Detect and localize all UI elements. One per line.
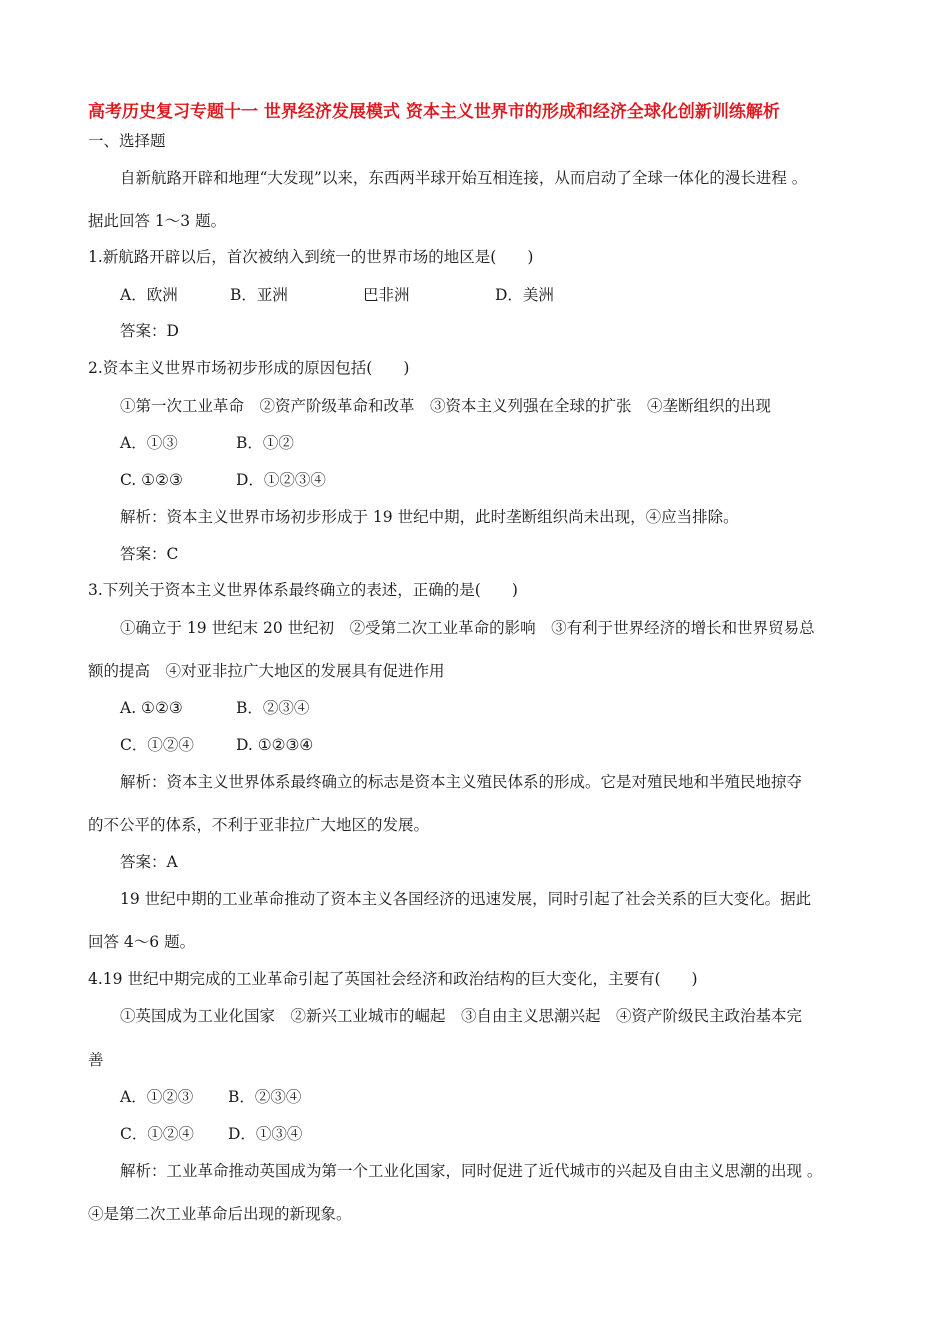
question-3-analysis-line-2: 的不公平的体系，不利于亚非拉广大地区的发展。 [88, 816, 430, 834]
section-heading: 一、选择题 [88, 132, 166, 150]
option-c: C. ①②③ [120, 471, 183, 489]
option-b: B．②③④ [228, 1088, 302, 1106]
option-b: B．亚洲 [230, 286, 288, 304]
intro-paragraph-2-line-2: 回答 4～6 题。 [88, 933, 196, 951]
question-3-answer: 答案：A [120, 853, 178, 871]
question-3-items-line-2: 额的提高 ④对亚非拉广大地区的发展具有促进作用 [88, 662, 445, 680]
option-b: B．②③④ [236, 699, 310, 717]
question-3-analysis-line-1: 解析：资本主义世界体系最终确立的标志是资本主义殖民体系的形成。它是对殖民地和半殖民地掠夺 [120, 773, 803, 791]
question-2-stem: 2.资本主义世界市场初步形成的原因包括( ) [88, 359, 410, 377]
question-3-stem: 3.下列关于资本主义世界体系最终确立的表述，正确的是( ) [88, 581, 518, 599]
intro-paragraph-2-line-1: 19 世纪中期的工业革命推动了资本主义各国经济的迅速发展，同时引起了社会关系的巨大变化。据此 [120, 890, 812, 908]
option-a: A. ①②③ [120, 699, 183, 717]
option-b: B．①② [236, 434, 294, 452]
question-2-items: ①第一次工业革命 ②资产阶级革命和改革 ③资本主义列强在全球的扩张 ④垄断组织的出现 [120, 397, 772, 415]
question-1-answer: 答案：D [120, 322, 179, 340]
intro-paragraph-1-line-2: 据此回答 1～3 题。 [88, 212, 227, 230]
option-a: A．欧洲 [120, 286, 178, 304]
question-2-analysis: 解析：资本主义世界市场初步形成于 19 世纪中期，此时垄断组织尚未出现，④应当排除。 [120, 508, 739, 526]
document-title: 高考历史复习专题十一 世界经济发展模式 资本主义世界市的形成和经济全球化创新训练解析 [88, 102, 780, 122]
option-c: 巴非洲 [363, 286, 410, 304]
option-d: D. ①②③④ [236, 736, 314, 754]
question-4-stem: 4.19 世纪中期完成的工业革命引起了英国社会经济和政治结构的巨大变化，主要有( ) [88, 970, 698, 988]
option-d: D．①②③④ [236, 471, 326, 489]
option-c: C．①②④ [120, 1125, 194, 1143]
option-c: C．①②④ [120, 736, 194, 754]
option-d: D．①③④ [228, 1125, 303, 1143]
question-4-analysis-line-1: 解析：工业革命推动英国成为第一个工业化国家，同时促进了近代城市的兴起及自由主义思潮的出现 。 [120, 1162, 823, 1180]
question-1-stem: 1.新航路开辟以后，首次被纳入到统一的世界市场的地区是( ) [88, 248, 534, 266]
intro-paragraph-1-line-1: 自新航路开辟和地理“大发现”以来，东西两半球开始互相连接，从而启动了全球一体化的漫长进程 。 [120, 169, 808, 187]
question-2-answer: 答案：C [120, 545, 179, 563]
question-4-items-line-1: ①英国成为工业化国家 ②新兴工业城市的崛起 ③自由主义思潮兴起 ④资产阶级民主政治基本完 [120, 1007, 803, 1025]
question-4-analysis-line-2: ④是第二次工业革命后出现的新现象。 [88, 1205, 352, 1223]
question-4-items-line-2: 善 [88, 1051, 104, 1069]
question-3-items-line-1: ①确立于 19 世纪末 20 世纪初 ②受第二次工业革命的影响 ③有利于世界经济的增长和世界贸易总 [120, 619, 815, 637]
option-a: A．①②③ [120, 1088, 194, 1106]
option-a: A．①③ [120, 434, 178, 452]
option-d: D．美洲 [495, 286, 554, 304]
